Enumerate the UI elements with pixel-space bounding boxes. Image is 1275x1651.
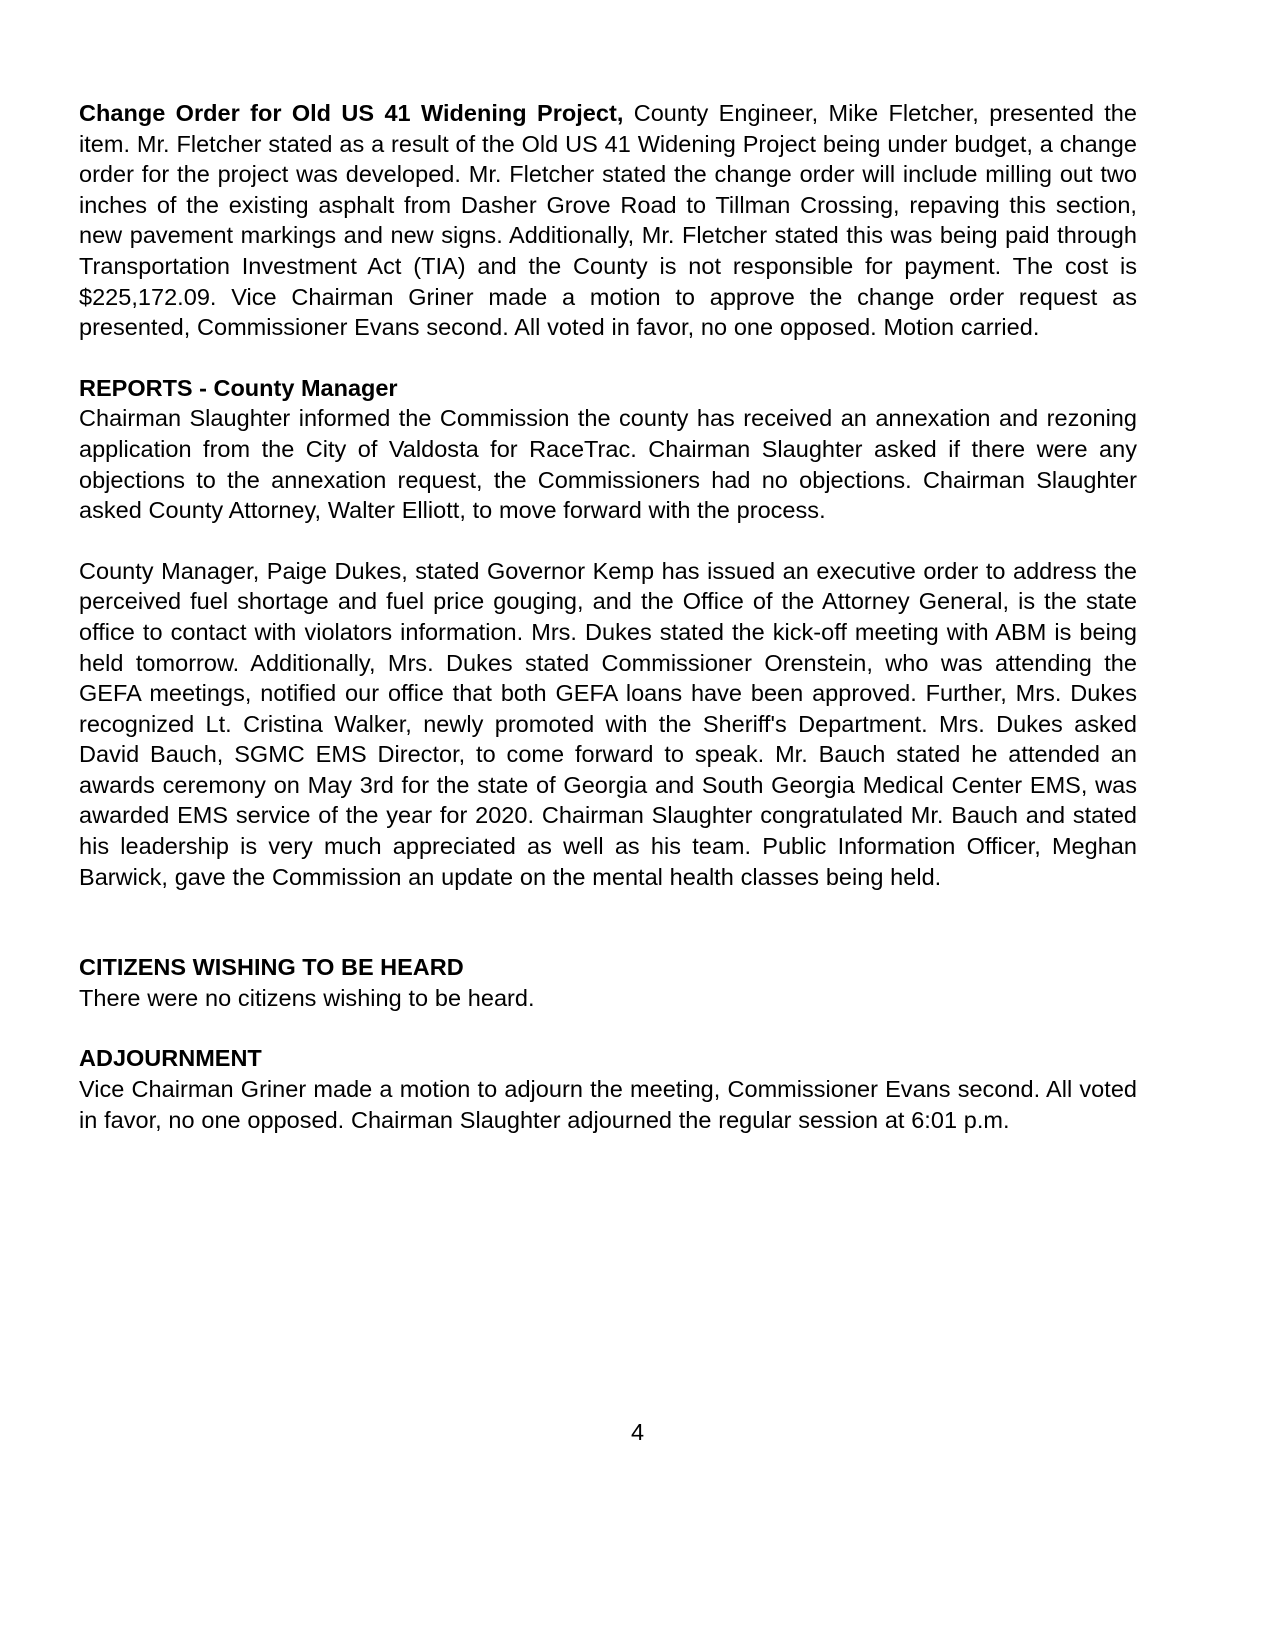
paragraph-reports-county-manager: Chairman Slaughter informed the Commission the county has received an annexation and rezoning application from the City of Valdosta for RaceTrac. Chairman Slaughter asked if there were any objections to the annexation request, the Commissioners had no objections. Chairman Slaughter asked County Attorney, Walter Elliott, to move forward with the process. <box>79 405 1137 524</box>
paragraph-spacer <box>79 526 1137 556</box>
change-order-lead-in: Change Order for Old US 41 Widening Project, <box>79 100 624 126</box>
page-number: 4 <box>630 1419 645 1445</box>
paragraph-county-manager-report: County Manager, Paige Dukes, stated Governor Kemp has issued an executive order to address the perceived fuel shortage and fuel price gouging, and the Office of the Attorney General, is the state office to contact with violators information. Mrs. Dukes stated the kick-off meeting with ABM is being held tomorrow. Additionally, Mrs. Dukes stated Commissioner Orenstein, who was attending the GEFA meetings, notified our office that both GEFA loans have been approved. Further, Mrs. Dukes recognized Lt. Cristina Walker, newly promoted with the Sheriff's Department. Mrs. Dukes asked David Bauch, SGMC EMS Director, to come forward to speak. Mr. Bauch stated he attended an awards ceremony on May 3rd for the state of Georgia and South Georgia Medical Center EMS, was awarded EMS service of the year for 2020. Chairman Slaughter congratulated Mr. Bauch and stated his leadership is very much appreciated as well as his team. Public Information Officer, Meghan Barwick, gave the Commission an update on the mental health classes being held. <box>79 557 1137 890</box>
section-reports-county-manager <box>79 373 1137 526</box>
heading-reports-county-manager: REPORTS - County Manager <box>79 374 398 401</box>
paragraph-adjournment: Vice Chairman Griner made a motion to adjourn the meeting, Commissioner Evans second. All voted in favor, no one opposed. Chairman Slaughter adjourned the regular session at 6:01 p.m. <box>79 1076 1137 1133</box>
paragraph-citizens-wishing-to-be-heard: There were no citizens wishing to be heard. <box>79 984 535 1011</box>
paragraph-spacer <box>79 1013 1137 1043</box>
change-order-body: County Engineer, Mike Fletcher, presented the item. Mr. Fletcher stated as a result of the Old US 41 Widening Project being under budget, a change order for the project was developed. Mr. Fletcher stated the change order will include milling out two inches of the existing asphalt from Dasher Grove Road to Tillman Crossing, repaving this section, new pavement markings and new signs. Additionally, Mr. Fletcher stated this was being paid through Transportation Investment Act (TIA) and the County is not responsible for payment. The cost is $225,172.09. Vice Chairman Griner made a motion to approve the change order request as presented, Commissioner Evans second. All voted in favor, no one opposed. Motion carried. <box>79 100 1137 341</box>
paragraph-spacer <box>79 343 1137 373</box>
section-adjournment <box>79 1043 1137 1135</box>
heading-adjournment: ADJOURNMENT <box>79 1045 262 1072</box>
paragraph-spacer <box>79 892 1137 922</box>
paragraph-spacer <box>79 922 1137 952</box>
section-citizens-wishing-to-be-heard <box>79 952 1137 1013</box>
heading-citizens-wishing-to-be-heard: CITIZENS WISHING TO BE HEARD <box>79 954 464 981</box>
paragraph-change-order <box>79 98 1137 343</box>
page-content <box>79 98 1137 1135</box>
